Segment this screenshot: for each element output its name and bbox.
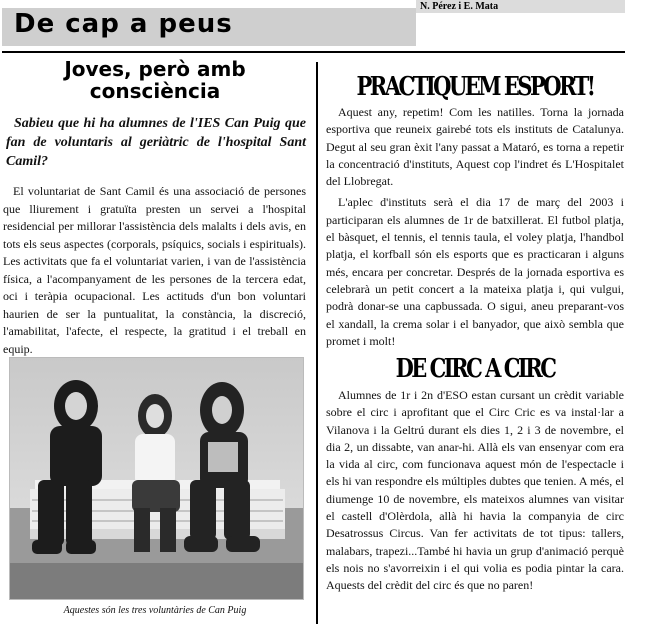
circus-article	[326, 387, 624, 595]
article-body: El voluntariat de Sant Camil és una associació de persones que lliurement i gratuïta presten un servei a l'hospital residencial per millorar l'assistència dels malalts i dels avis, en tots els seus aspectes (corporals, psíquics, socials i espirituals). Les activitats que fa el voluntariat varien, i van de l'assistència física, a l'acompanyament de les persones de la tercera edat, oci i teràpia ocupacional. Les actituds d'un bon voluntari haurien de ser la puntualitat, la constància, la discreció, l'amabilitat, l'afecte, el respecte, la gratitud i el treball en equip.	[3, 184, 306, 356]
circus-paragraph-1: Alumnes de 1r i 2n d'ESO estan cursant un crèdit variable sobre el circ i aprofitant que el Circ Cric es va instal·lar a Vilanova i la Geltrú durant els dies 1, 2 i 3 de novembre, el dia 2, un dissabte, van anar-hi. Allà els van ensenyar com era la vida al circ, com funcionava aquest món de l'espectacle i els hi van respondre els múltiples dubtes que tenien. A més, el diumenge 10 de novembre, els mateixos alumnes van visitar el castell d'Olèrdola, allà hi havia la companyia de circ Desatrossus Circus. Van fer activitats de tot tipus: tallers, malabars, trapezi...També hi havia un grup d'animació perquè els nois no s'avorreixin i el qui volia es podia pintar la cara. Aquests del crèdit del circ és que no paren!	[326, 388, 624, 593]
column-divider	[316, 62, 318, 624]
author-credit: N. Pérez i E. Mata	[420, 1, 499, 12]
volunteers-photo-illustration	[10, 358, 304, 600]
circus-heading: DE CIRC A CIRC	[395, 351, 555, 384]
photo-caption: Aquestes són les tres voluntàries de Can Puig	[63, 605, 247, 616]
article-title: Joves, però amb consciència	[64, 57, 246, 103]
sport-article	[326, 104, 624, 350]
article-lead: Sabieu que hi ha alumnes de l'IES Can Puig que fan de voluntaris al geriàtric de l'hospital Sant Camil?	[6, 116, 306, 169]
top-rule	[2, 51, 625, 53]
sport-paragraph-1: Aquest any, repetim! Com les natilles. Torna la jornada esportiva que reuneix gairebé tots els instituts de Catalunya. Degut al seu gran èxit l'any passat a Mataró, es torna a repetir la concentració d'instituts, Aquest cop l'indret és L'Hospitalet del Llobregat.	[326, 105, 624, 189]
section-title: De cap a peus	[14, 9, 233, 39]
volunteers-photo	[9, 357, 304, 600]
sport-heading: PRACTIQUEM ESPORT!	[356, 69, 594, 102]
sport-paragraph-2: L'aplec d'instituts serà el dia 17 de març del 2003 i participaran els alumnes de 1r de batxillerat. El futbol platja, el bàsquet, el tennis, el tennis taula, el voley platja, l'handbol platja, el korfball són els esports que es practicaran i alguns més, encara per concretar. Després de la jornada esportiva es celebrarà un petit concert a la mateixa platja i, qui vulgui, podrà donar-se una capbussada. O sigui, aneu preparant-vos el xandall, la crema solar i el banyador, que això sembla que promet i molt!	[326, 195, 624, 348]
